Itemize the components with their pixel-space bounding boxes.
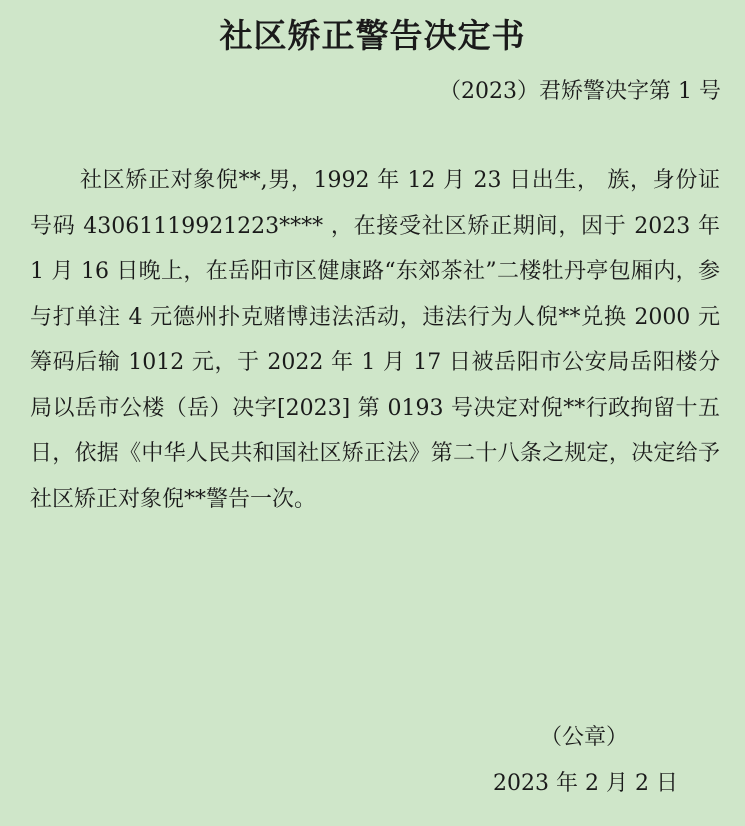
official-seal-label: （公章） xyxy=(540,725,629,750)
document-number: （2023）君矫警决字第 1 号 xyxy=(439,79,721,104)
document-body: 社区矫正对象倪**,男，1992 年 12 月 23 日出生， 族，身份证号码 43061119921223**** ，在接受社区矫正期间，因于 2023 年 1 月 16 日晚上，在岳阳市区健康路“东郊茶社”二楼牡丹亭包厢内，参与打单注 4 元德州扑克赌博违法活动，违法行为人倪**兑换 2000 元筹码后输 1012 元，于 2022 年 1 月 17 日被岳阳市公安局岳阳楼分局以岳市公楼（岳）决字[2023] 第 0193 号决定对倪**行政拘留十五日，依据《中华人民共和国社区矫正法》第二十八条之规定，决定给予社区矫正对象倪**警告一次。 xyxy=(30,168,720,512)
document-date: 2023 年 2 月 2 日 xyxy=(493,771,678,796)
document-title: 社区矫正警告决定书 xyxy=(219,16,526,55)
